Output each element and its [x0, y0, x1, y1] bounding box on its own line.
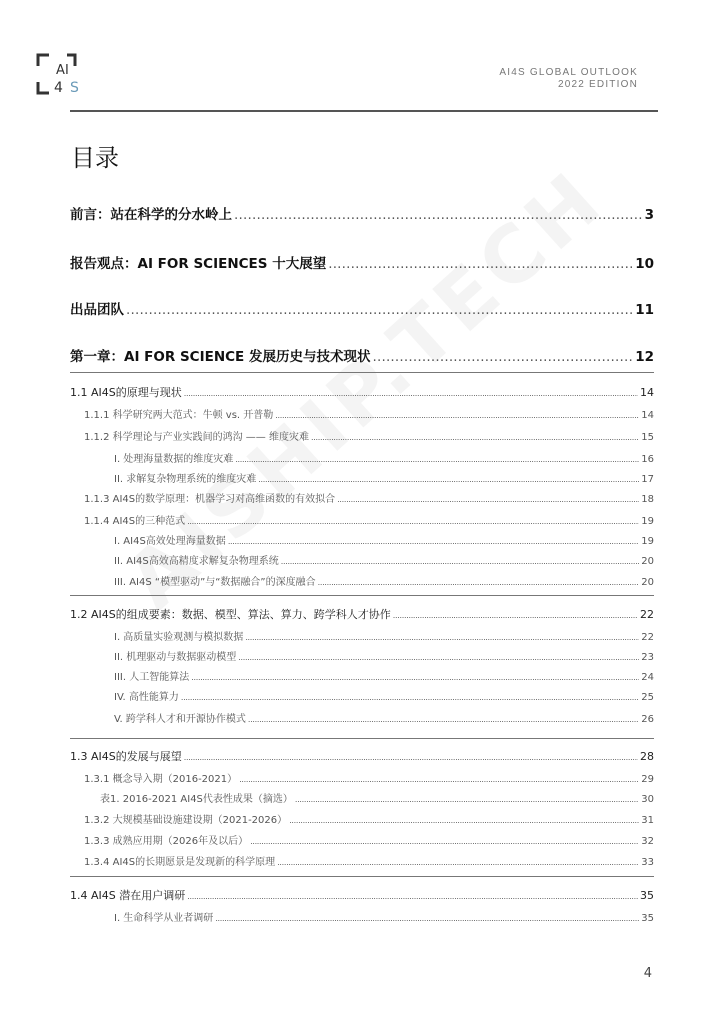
- toc-page-number: 30: [641, 794, 654, 805]
- toc-page-number: 35: [641, 913, 654, 924]
- dot-leader: [328, 256, 633, 272]
- toc-entry-title: I. 高质量实验观测与模拟数据: [114, 632, 244, 643]
- toc-page-number: 23: [641, 652, 654, 663]
- dot-leader: [215, 914, 639, 923]
- toc-entry-title: III. AI4S “模型驱动”与“数据融合”的深度融合: [114, 577, 316, 588]
- toc-page-number: 31: [641, 815, 654, 826]
- toc-subsection-entry[interactable]: [114, 668, 654, 683]
- toc-section-entry[interactable]: [70, 606, 654, 622]
- toc-subsection-entry[interactable]: [114, 470, 654, 485]
- toc-subsection-entry[interactable]: [84, 832, 654, 847]
- dot-leader: [337, 495, 639, 504]
- toc-page-number: 20: [641, 577, 654, 588]
- toc-page-number: 22: [640, 608, 654, 621]
- toc-page-number: 11: [635, 302, 654, 318]
- toc-entry-title: III. 人工智能算法: [114, 672, 190, 683]
- dot-leader: [191, 673, 639, 682]
- toc-entry-title: I. 生命科学从业者调研: [114, 913, 214, 924]
- ai4s-logo: [36, 52, 88, 96]
- toc-entry-title: IV. 高性能算力: [114, 692, 179, 703]
- dot-leader: [258, 475, 639, 484]
- toc-entry-title: I. AI4S高效处理海量数据: [114, 536, 226, 547]
- dot-leader: [235, 455, 639, 464]
- toc-entry-title: 1.3.1 概念导入期（2016-2021）: [84, 774, 238, 785]
- toc-entry-title: 1.3.4 AI4S的长期愿景是发现新的科学原理: [84, 857, 276, 868]
- toc-table-entry[interactable]: [100, 790, 654, 805]
- toc-entry-title: II. 求解复杂物理系统的维度灾难: [114, 474, 257, 485]
- toc-entry-title: V. 跨学科人才和开源协作模式: [114, 714, 246, 725]
- toc-page-number: 24: [641, 672, 654, 683]
- toc-entry-title: 1.1.3 AI4S的数学原理：机器学习对高维函数的有效拟合: [84, 494, 336, 505]
- dot-leader: [289, 816, 639, 825]
- dot-leader: [238, 653, 639, 662]
- toc-page-number: 10: [635, 256, 654, 272]
- toc-subsection-entry[interactable]: [84, 428, 654, 443]
- toc-entry-title: I. 处理海量数据的维度灾难: [114, 454, 234, 465]
- toc-entry-title: 1.1 AI4S的原理与现状: [70, 386, 182, 399]
- toc-section-entry[interactable]: [70, 887, 654, 903]
- section-divider: [70, 738, 654, 739]
- toc-entry-title: II. 机理驱动与数据驱动模型: [114, 652, 237, 663]
- svg-text:S: S: [70, 80, 79, 96]
- toc-entry-title: II. AI4S高效高精度求解复杂物理系统: [114, 556, 279, 567]
- toc-subsection-entry[interactable]: [114, 532, 654, 547]
- dot-leader: [393, 611, 638, 620]
- toc-subsection-entry[interactable]: [84, 490, 654, 505]
- toc-page-number: 28: [640, 750, 654, 763]
- toc-subsection-entry[interactable]: [114, 573, 654, 588]
- toc-page-number: 19: [641, 516, 654, 527]
- toc-page-number: 16: [641, 454, 654, 465]
- toc-page-number: 3: [644, 207, 654, 223]
- toc-section-entry[interactable]: [70, 748, 654, 764]
- toc-page-number: 14: [641, 410, 654, 421]
- dot-leader: [234, 207, 643, 223]
- dot-leader: [277, 858, 639, 867]
- dot-leader: [248, 715, 639, 724]
- toc-subsection-entry[interactable]: [114, 710, 654, 725]
- toc-subsection-entry[interactable]: [84, 811, 654, 826]
- toc-entry-title: 1.1.4 AI4S的三种范式: [84, 516, 186, 527]
- dot-leader: [318, 578, 640, 587]
- toc-major-entry[interactable]: [70, 298, 654, 318]
- toc-entry-title: 前言：站在科学的分水岭上: [70, 207, 232, 223]
- toc-entry-title: 第一章：AI FOR SCIENCE 发展历史与技术现状: [70, 349, 371, 365]
- dot-leader: [372, 349, 633, 365]
- toc-section-entry[interactable]: [70, 384, 654, 400]
- dot-leader: [295, 795, 639, 804]
- report-header: [499, 67, 638, 91]
- toc-entry-title: 1.2 AI4S的组成要素：数据、模型、算法、算力、跨学科人才协作: [70, 608, 391, 621]
- report-title: AI4S GLOBAL OUTLOOK: [499, 67, 638, 78]
- svg-text:I: I: [65, 63, 69, 78]
- dot-leader: [228, 537, 639, 546]
- section-divider: [70, 372, 654, 373]
- toc-entry-title: 1.1.1 科学研究两大范式：牛顿 vs. 开普勒: [84, 410, 274, 421]
- section-divider: [70, 876, 654, 877]
- toc-subsection-entry[interactable]: [114, 450, 654, 465]
- toc-page-number: 20: [641, 556, 654, 567]
- toc-page-number: 15: [641, 432, 654, 443]
- dot-leader: [126, 302, 633, 318]
- dot-leader: [281, 557, 640, 566]
- report-edition: 2022 EDITION: [558, 79, 638, 90]
- toc-subsection-entry[interactable]: [84, 853, 654, 868]
- dot-leader: [187, 892, 638, 901]
- section-divider: [70, 595, 654, 596]
- dot-leader: [187, 517, 639, 526]
- toc-subsection-entry[interactable]: [114, 628, 654, 643]
- toc-page-number: 14: [640, 386, 654, 399]
- toc-major-entry[interactable]: [70, 203, 654, 223]
- toc-major-entry[interactable]: [70, 345, 654, 365]
- toc-page-number: 22: [641, 632, 654, 643]
- toc-subsection-entry[interactable]: [84, 770, 654, 785]
- toc-subsection-entry[interactable]: [114, 909, 654, 924]
- dot-leader: [245, 633, 639, 642]
- toc-subsection-entry[interactable]: [114, 648, 654, 663]
- toc-entry-title: 表1. 2016-2021 AI4S代表性成果（摘选）: [100, 794, 293, 805]
- dot-leader: [184, 389, 638, 398]
- toc-entry-title: 1.3 AI4S的发展与展望: [70, 750, 182, 763]
- toc-entry-title: 1.3.2 大规模基础设施建设期（2021-2026）: [84, 815, 288, 826]
- toc-page-number: 29: [641, 774, 654, 785]
- toc-entry-title: 1.4 AI4S 潜在用户调研: [70, 889, 186, 902]
- dot-leader: [250, 837, 639, 846]
- toc-subsection-entry[interactable]: [114, 688, 654, 703]
- toc-entry-title: 出品团队: [70, 302, 124, 318]
- toc-entry-title: 1.1.2 科学理论与产业实践间的鸿沟 —— 维度灾难: [84, 432, 309, 443]
- page-number: 4: [643, 966, 652, 981]
- header-divider: [70, 110, 658, 112]
- dot-leader: [239, 775, 639, 784]
- toc-page-number: 19: [641, 536, 654, 547]
- toc-page-number: 18: [641, 494, 654, 505]
- toc-page-number: 25: [641, 692, 654, 703]
- page-title: 目录: [71, 144, 119, 172]
- toc-page-number: 33: [641, 857, 654, 868]
- toc-subsection-entry[interactable]: [84, 406, 654, 421]
- svg-text:A: A: [56, 63, 65, 78]
- toc-page-number: 12: [635, 349, 654, 365]
- toc-page-number: 32: [641, 836, 654, 847]
- toc-page-number: 35: [640, 889, 654, 902]
- svg-text:4: 4: [54, 80, 63, 96]
- toc-page-number: 17: [641, 474, 654, 485]
- toc-subsection-entry[interactable]: [84, 512, 654, 527]
- toc-entry-title: 1.3.3 成熟应用期（2026年及以后）: [84, 836, 249, 847]
- toc-major-entry[interactable]: [70, 252, 654, 272]
- dot-leader: [311, 433, 639, 442]
- toc-subsection-entry[interactable]: [114, 552, 654, 567]
- dot-leader: [275, 411, 639, 420]
- dot-leader: [184, 753, 638, 762]
- toc-page-number: 26: [641, 714, 654, 725]
- toc-entry-title: 报告观点：AI FOR SCIENCES 十大展望: [70, 256, 327, 272]
- dot-leader: [181, 693, 639, 702]
